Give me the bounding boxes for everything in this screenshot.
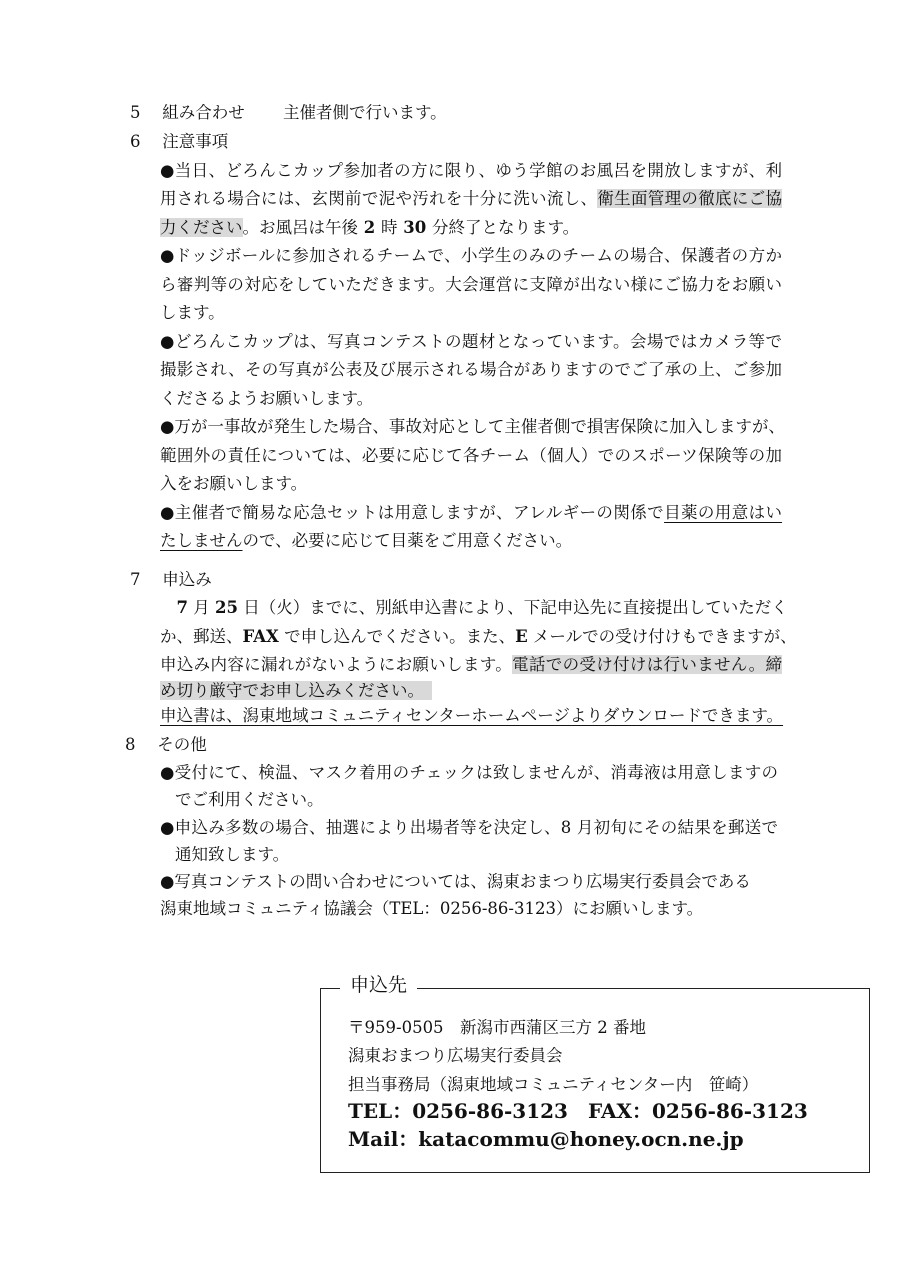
text-segment: 8 その他 (125, 735, 207, 754)
contact-box-title: 申込先 (340, 972, 417, 998)
text-segment: ●写真コンテストの問い合わせについては、潟東おまつり広場実行委員会である (160, 872, 751, 891)
text-segment: ●申込み多数の場合、抽選により出場者等を決定し、8 月初旬にその結果を郵送で (160, 818, 778, 837)
text-line (160, 596, 788, 620)
text-line (160, 679, 432, 703)
text-line (160, 444, 782, 468)
text-segment (160, 598, 177, 617)
contact-mail: Mail：katacommu@honey.ocn.ne.jp (348, 1127, 744, 1151)
text-segment: 2 (358, 218, 381, 237)
text-segment: くださるようお願いします。 (160, 389, 374, 408)
underlined-text: 目薬の用意はい (664, 503, 783, 522)
text-segment: 7 申込み (130, 570, 212, 589)
text-segment: ●ドッジボールに参加されるチームで、小学生のみのチームの場合、保護者の方か (160, 246, 782, 265)
text-segment: 入をお願いします。 (160, 474, 308, 493)
text-segment: ら審判等の対応をしていただきます。大会運営に支障が出ない様にご協力をお願い (160, 275, 782, 294)
text-line (175, 843, 289, 867)
text-line (160, 704, 782, 728)
text-segment: 時 (380, 218, 398, 237)
contact-office: 担当事務局（潟東地域コミュニティセンター内 笹崎） (348, 1075, 759, 1094)
text-segment: 潟東地域コミュニティ協議会（TEL：0256-86-3123）にお願いします。 (160, 899, 704, 918)
text-segment: 25 (214, 598, 238, 617)
text-line (160, 653, 782, 677)
text-segment: 5 組み合わせ 主催者側で行います。 (130, 103, 447, 122)
contact-organization: 潟東おまつり広場実行委員会 (348, 1046, 563, 1065)
text-segment: 6 注意事項 (130, 132, 229, 151)
text-line (160, 816, 778, 840)
text-line (160, 501, 782, 525)
highlighted-text: 力ください (160, 218, 243, 237)
text-segment: ●当日、どろんこカップ参加者の方に限り、ゆう学館のお風呂を開放しますが、利 (160, 161, 782, 180)
underlined-text: たしません (160, 531, 243, 550)
text-line (130, 101, 447, 125)
highlighted-text: 電話での受け付けは行いません。締 (512, 655, 782, 674)
text-segment: 用される場合には、玄関前で泥や汚れを十分に洗い流し、 (160, 189, 598, 208)
text-segment: 7 (176, 598, 188, 617)
text-line (160, 273, 782, 297)
text-segment: 分終了となります。 (431, 218, 580, 237)
text-segment: ●どろんこカップは、写真コンテストの題材となっています。会場ではカメラ等で (160, 332, 782, 351)
text-segment: で申し込んでください。また、 (278, 627, 516, 646)
text-segment: FAX (242, 627, 279, 646)
text-segment: します。 (160, 303, 225, 322)
text-line (125, 733, 207, 757)
text-segment: 撮影され、その写真が公表及び展示される場合がありますのでご了承の上、ご参加 (160, 360, 782, 379)
text-segment: 月 (187, 598, 215, 617)
text-line (160, 159, 782, 183)
text-segment: 。お風呂は午後 (242, 218, 358, 237)
text-segment: メールでの受け付けもできますが、 (527, 627, 797, 646)
text-line (130, 568, 212, 592)
underlined-text: 申込書は、潟東地域コミュニティセンターホームページよりダウンロードできます。 (160, 706, 784, 725)
text-segment: ●受付にて、検温、マスク着用のチェックは致しませんが、消毒液は用意しますの (160, 763, 778, 782)
text-segment: 30 (397, 218, 432, 237)
text-segment: 申込み内容に漏れがないようにお願いします。 (160, 655, 513, 674)
text-line (160, 625, 797, 649)
text-line (160, 187, 782, 211)
text-line (160, 358, 782, 382)
highlighted-text: め切り厳守でお申し込みください。 (160, 681, 433, 700)
text-segment: 範囲外の責任については、必要に応じて各チーム（個人）でのスポーツ保険等の加 (160, 446, 782, 465)
text-line (160, 244, 782, 268)
text-line (160, 415, 785, 439)
text-line (160, 870, 751, 894)
text-line (160, 216, 579, 240)
text-segment: か、郵送、 (160, 627, 243, 646)
text-line (160, 387, 373, 411)
text-segment: でご利用ください。 (175, 790, 324, 809)
text-segment: 日（火）までに、別紙申込書により、下記申込先に直接提出していただく (237, 598, 788, 617)
text-segment: ●万が一事故が発生した場合、事故対応として主催者側で損害保険に加入しますが、 (160, 417, 785, 436)
highlighted-text: 衛生面管理の徹底にご協 (597, 189, 783, 208)
text-segment: ●主催者で簡易な応急セットは用意しますが、アレルギーの関係で (160, 503, 665, 522)
text-segment: ので、必要に応じて目薬をご用意ください。 (242, 531, 573, 550)
text-line (160, 301, 225, 325)
text-line (160, 529, 572, 553)
text-line (160, 330, 782, 354)
text-line (175, 788, 324, 812)
contact-address: 〒959-0505 新潟市西蒲区三方 2 番地 (348, 1018, 647, 1037)
text-line (160, 761, 778, 785)
text-line (130, 130, 228, 154)
contact-tel-fax: TEL：0256-86-3123 FAX：0256-86-3123 (348, 1099, 808, 1123)
text-segment: E (515, 627, 528, 646)
text-line (160, 472, 307, 496)
text-line (160, 897, 703, 921)
text-segment: 通知致します。 (175, 845, 290, 864)
